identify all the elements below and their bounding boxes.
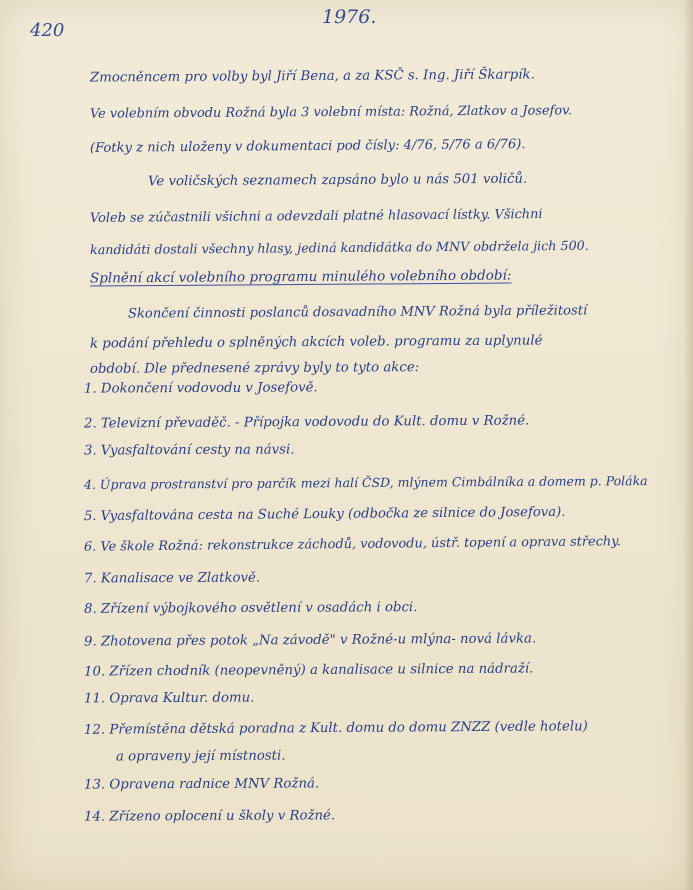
text-line: Ve voličských seznamech zapsáno bylo u nás 501 voličů. [147, 171, 528, 190]
text-line: k podání přehledu o splněných akcích voleb. programu za uplynulé [89, 333, 543, 352]
section-heading: Splnění akcí volebního programu minulého volebního období: [89, 267, 512, 287]
list-item: 3. Vyasfaltování cesty na návsi. [83, 442, 295, 459]
list-item: 10. Zřízen chodník (neopevněný) a kanalisace u silnice na nádraží. [83, 661, 534, 680]
text-line: období. Dle přednesené zprávy byly to tyto akce: [89, 360, 420, 377]
list-item: 1. Dokončení vodovodu v Josefově. [83, 380, 318, 397]
list-item: 7. Kanalisace ve Zlatkově. [83, 570, 261, 587]
text-line: Zmocněncem pro volby byl Jiří Bena, a za KSČ s. Ing. Jiří Škarpík. [89, 67, 535, 86]
list-item-continuation: a opraveny její místnosti. [115, 748, 286, 765]
list-item: 2. Televizní převaděč. - Přípojka vodovodu do Kult. domu v Rožné. [83, 413, 530, 432]
list-item: 9. Zhotovena přes potok „Na závodě" v Rožné-u mlýna- nová lávka. [83, 631, 537, 650]
text-line: Ve volebním obvodu Rožná byla 3 volební místa: Rožná, Zlatkov a Josefov. [89, 103, 572, 122]
list-item: 11. Oprava Kultur. domu. [83, 690, 255, 707]
text-line: (Fotky z nich uloženy v dokumentaci pod čísly: 4/76, 5/76 a 6/76). [89, 137, 526, 156]
text-line: kandidáti dostali všechny hlasy, jediná kandidátka do MNV obdržela jich 500. [89, 237, 589, 258]
page-edge-shadow [683, 0, 693, 890]
list-item: 5. Vyasfaltována cesta na Suché Louky (odbočka ze silnice do Josefova). [83, 504, 566, 525]
year-heading: 1976. [322, 6, 377, 28]
text-line: Voleb se zúčastnili všichni a odevzdali platné hlasovací lístky. Všichni [89, 207, 543, 226]
list-item: 12. Přemístěna dětská poradna z Kult. domu do domu ZNZZ (vedle hotelu) [83, 719, 588, 738]
text-line: Skončení činnosti poslanců dosavadního MNV Rožná byla příležitostí [127, 303, 588, 322]
list-item: 8. Zřízení výbojkového osvětlení v osadách i obci. [83, 600, 418, 617]
list-item: 6. Ve škole Rožná: rekonstrukce záchodů, vodovodu, ústř. topení a oprava střechy. [83, 534, 621, 555]
list-item: 14. Zřízeno oplocení u školy v Rožné. [83, 808, 336, 825]
list-item: 4. Úprava prostranství pro parčík mezi halí ČSD, mlýnem Cimbálníka a domem p. Poláka [83, 473, 648, 492]
page-number: 420 [30, 20, 65, 41]
list-item: 13. Opravena radnice MNV Rožná. [83, 776, 320, 793]
